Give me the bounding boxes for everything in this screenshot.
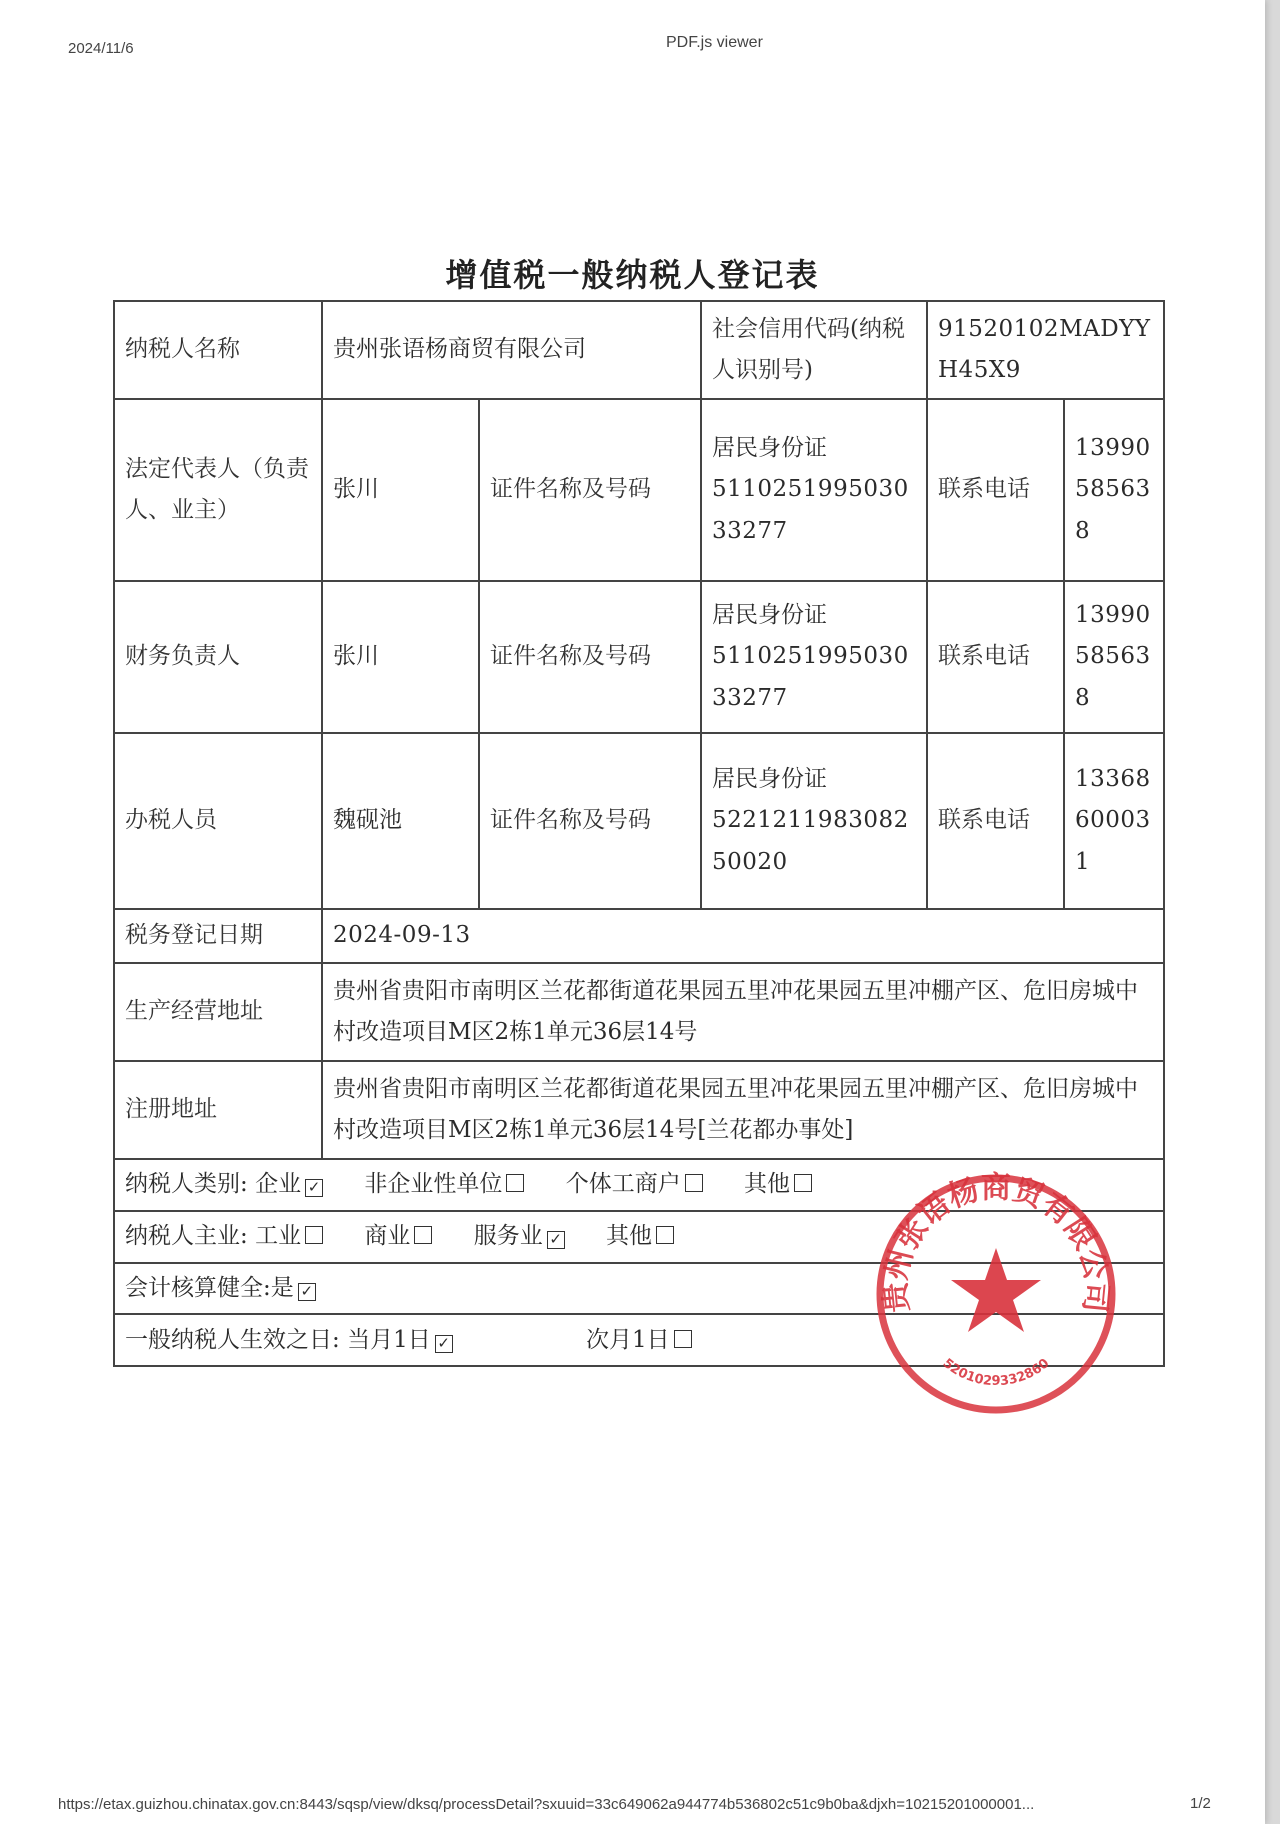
- checkbox[interactable]: [685, 1174, 703, 1192]
- reg-date: 2024-09-13: [322, 909, 1164, 963]
- legal-rep-name: 张川: [322, 399, 479, 581]
- source-url[interactable]: https://etax.guizhou.chinatax.gov.cn:8443/sqsp/view/dksq/processDetail?sxuuid=33c649062a944774b536802c51c9b0ba&djxh=10215201000001...: [58, 1796, 1035, 1813]
- reg-date-label: 税务登记日期: [114, 909, 322, 963]
- checkbox-checked[interactable]: ✓: [298, 1283, 316, 1301]
- effective-label: 一般纳税人生效之日:: [125, 1326, 340, 1353]
- option-label: 工业: [255, 1223, 302, 1250]
- table-row: [114, 963, 1164, 1061]
- taxpayer-name-label: 纳税人名称: [114, 301, 322, 399]
- finance-name: 张川: [322, 581, 479, 733]
- tax-officer-phone: 13368600031: [1064, 733, 1164, 909]
- taxpayer-type-label: 纳税人类别:: [125, 1171, 248, 1198]
- checkbox[interactable]: [305, 1226, 323, 1244]
- checkbox-checked[interactable]: ✓: [435, 1335, 453, 1353]
- seal-number-text: 5201029332860: [939, 1355, 1053, 1390]
- id-type: 居民身份证: [712, 434, 827, 461]
- id-type: 居民身份证: [712, 765, 827, 792]
- option-label: 服务业: [473, 1223, 543, 1250]
- phone-label: 联系电话: [927, 581, 1064, 733]
- form-title: 增值税一般纳税人登记表: [445, 256, 820, 294]
- svg-text:5201029332860: [940, 1356, 1053, 1389]
- reg-addr: 贵州省贵阳市南明区兰花都街道花果园五里冲花果园五里冲棚产区、危旧房城中村改造项目M区2栋1单元36层14号[兰花都办事处]: [322, 1061, 1164, 1159]
- page-indicator: 1/2: [1190, 1795, 1211, 1812]
- option-label: 次月1日: [586, 1326, 670, 1353]
- tax-officer-label: 办税人员: [114, 733, 322, 909]
- checkbox[interactable]: [506, 1174, 524, 1192]
- option-label: 当月1日: [347, 1326, 431, 1353]
- table-row: [114, 909, 1164, 963]
- taxpayer-name: 贵州张语杨商贸有限公司: [322, 301, 701, 399]
- reg-addr-label: 注册地址: [114, 1061, 322, 1159]
- legal-rep-id-cell: [701, 399, 927, 581]
- checkbox-checked[interactable]: ✓: [305, 1179, 323, 1197]
- legal-rep-label: 法定代表人（负责人、业主）: [114, 399, 322, 581]
- option-label: 企业: [255, 1171, 302, 1198]
- finance-id-cell: [701, 581, 927, 733]
- phone-label: 联系电话: [927, 399, 1064, 581]
- biz-addr: 贵州省贵阳市南明区兰花都街道花果园五里冲花果园五里冲棚产区、危旧房城中村改造项目M区2栋1单元36层14号: [322, 963, 1164, 1061]
- viewer-title: PDF.js viewer: [666, 34, 763, 51]
- table-row: [114, 581, 1164, 733]
- table-row: [114, 1061, 1164, 1159]
- finance-id: 511025199503033277: [712, 643, 909, 711]
- legal-rep-phone: 13990585638: [1064, 399, 1164, 581]
- tax-officer-id: 522121198308250020: [712, 807, 909, 875]
- credit-code-label: 社会信用代码(纳税人识别号): [701, 301, 927, 399]
- legal-rep-id: 511025199503033277: [712, 476, 909, 544]
- accounting-value: 是: [270, 1275, 294, 1301]
- table-row: [114, 733, 1164, 909]
- option-label: 其他: [744, 1171, 790, 1198]
- option-label: 商业: [364, 1223, 411, 1250]
- company-seal: [872, 1170, 1120, 1418]
- main-business-label: 纳税人主业:: [125, 1223, 248, 1250]
- checkbox[interactable]: [414, 1226, 432, 1244]
- option-label: 个体工商户: [565, 1171, 681, 1198]
- table-row: [114, 301, 1164, 399]
- credit-code: 91520102MADYYH45X9: [927, 301, 1164, 399]
- tax-officer-id-cell: [701, 733, 927, 909]
- seal-company-text: 贵州张语杨商贸有限公司: [878, 1170, 1114, 1315]
- option-label: 其他: [606, 1223, 652, 1250]
- table-row: [114, 399, 1164, 581]
- checkbox[interactable]: [674, 1330, 692, 1348]
- print-date: 2024/11/6: [68, 40, 134, 57]
- biz-addr-label: 生产经营地址: [114, 963, 322, 1061]
- id-label: 证件名称及号码: [479, 399, 701, 581]
- tax-officer-name: 魏砚池: [322, 733, 479, 909]
- id-type: 居民身份证: [712, 601, 827, 628]
- finance-label: 财务负责人: [114, 581, 322, 733]
- checkbox-checked[interactable]: ✓: [547, 1231, 565, 1249]
- phone-label: 联系电话: [927, 733, 1064, 909]
- accounting-label: 会计核算健全:: [125, 1275, 271, 1301]
- id-label: 证件名称及号码: [479, 733, 701, 909]
- checkbox[interactable]: [656, 1226, 674, 1244]
- checkbox[interactable]: [794, 1174, 812, 1192]
- option-label: 非企业性单位: [364, 1171, 503, 1198]
- finance-phone: 13990585638: [1064, 581, 1164, 733]
- id-label: 证件名称及号码: [479, 581, 701, 733]
